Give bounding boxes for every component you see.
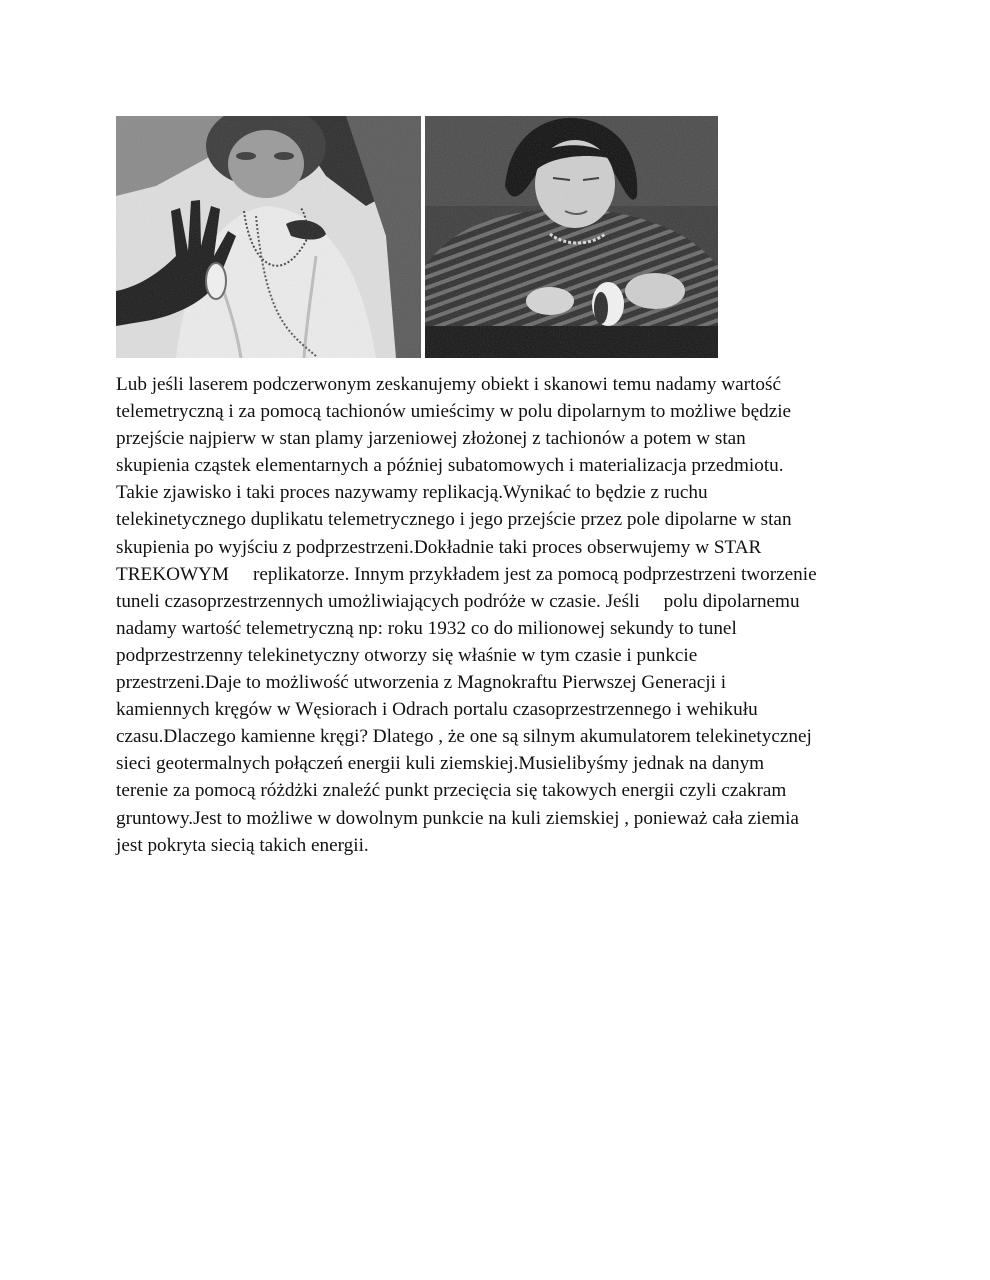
- photo-right: [425, 116, 718, 358]
- photo-left-image: [116, 116, 421, 358]
- paragraph-line: jest pokryta siecią takich energii.: [116, 834, 369, 856]
- paragraph-line: telekinetycznego duplikatu telemetrycznego i jego przejście przez pole dipolarne w stan: [116, 509, 792, 531]
- paragraph-line: podprzestrzenny telekinetyczny otworzy się właśnie w tym czasie i punkcie: [116, 644, 698, 666]
- paragraph-line: TREKOWYM replikatorze. Innym przykładem jest za pomocą podprzestrzeni tworzenie: [116, 563, 817, 585]
- paragraph-line: nadamy wartość telemetryczną np: roku 1932 co do milionowej sekundy to tunel: [116, 617, 737, 639]
- paragraph-line: tuneli czasoprzestrzennych umożliwiających podróże w czasie. Jeśli polu dipolarnemu: [116, 590, 800, 612]
- paragraph-line: skupienia cząstek elementarnych a później subatomowych i materializacja przedmiotu.: [116, 455, 784, 477]
- paragraph-line: przestrzeni.Daje to możliwość utworzenia z Magnokraftu Pierwszej Generacji i: [116, 672, 727, 694]
- photo-left: [116, 116, 421, 358]
- paragraph-line: kamiennych kręgów w Węsiorach i Odrach portalu czasoprzestrzennego i wehikułu: [116, 699, 758, 721]
- paragraph-line: sieci geotermalnych połączeń energii kuli ziemskiej.Musielibyśmy jednak na danym: [116, 753, 765, 775]
- paragraph-line: Lub jeśli laserem podczerwonym zeskanujemy obiekt i skanowi temu nadamy wartość: [116, 374, 781, 395]
- paragraph-line: przejście najpierw w stan plamy jarzeniowej złożonej z tachionów a potem w stan: [116, 428, 746, 450]
- paragraph-line: skupienia po wyjściu z podprzestrzeni.Dokładnie taki proces obserwujemy w STAR: [116, 536, 762, 558]
- body-paragraph: [116, 371, 896, 859]
- paragraph-line: gruntowy.Jest to możliwe w dowolnym punkcie na kuli ziemskiej , ponieważ cała ziemia: [116, 807, 799, 829]
- paragraph-line: czasu.Dlaczego kamienne kręgi? Dlatego , że one są silnym akumulatorem telekinetycznej: [116, 726, 812, 748]
- paragraph-line: terenie za pomocą różdżki znaleźć punkt przecięcia się takowych energii czyli czakram: [116, 780, 787, 802]
- photo-right-image: [425, 116, 718, 358]
- paragraph-line: telemetryczną i za pomocą tachionów umieścimy w polu dipolarnym to możliwe będzie: [116, 401, 792, 423]
- paragraph-line: Takie zjawisko i taki proces nazywamy replikacją.Wynikać to będzie z ruchu: [116, 482, 708, 504]
